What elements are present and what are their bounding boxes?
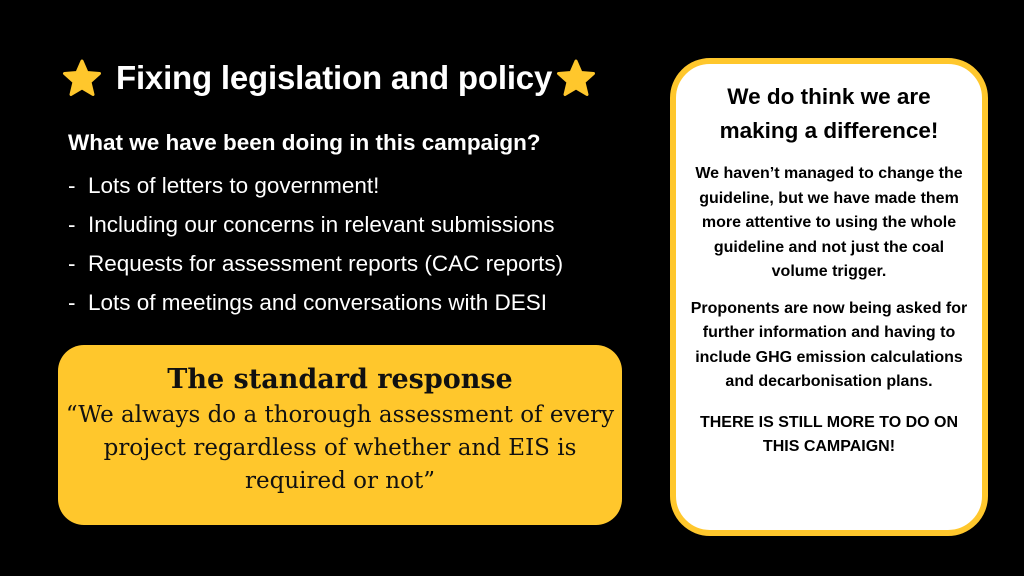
list-item: - Lots of letters to government!	[68, 173, 380, 198]
bullet-text: Including our concerns in relevant submissions	[88, 212, 555, 237]
standard-response-box	[58, 345, 622, 525]
bullet-text: Lots of meetings and conversations with DESI	[88, 290, 547, 315]
difference-heading: We do think we are making a difference!	[719, 84, 939, 143]
standard-response-title: The standard response	[167, 364, 513, 395]
list-item: - Lots of meetings and conversations with DESI	[68, 290, 547, 315]
page-title: Fixing legislation and policy	[116, 59, 553, 96]
bullet-text: Lots of letters to government!	[88, 173, 380, 198]
title-row	[62, 58, 596, 98]
star-icon	[62, 58, 102, 98]
list-item: - Requests for assessment reports (CAC reports)	[68, 251, 564, 276]
difference-panel	[670, 58, 988, 536]
star-icon	[556, 58, 596, 98]
standard-response-quote: “We always do a thorough assessment of every project regardless of whether and EIS is required or not”	[65, 402, 615, 494]
difference-paragraph-guideline: We haven’t managed to change the guideline, but we have made them more attentive to using the whole guideline and not just the coal volume trigger.	[695, 165, 963, 280]
difference-closing: THERE IS STILL MORE TO DO ON THIS CAMPAIGN!	[699, 413, 959, 455]
campaign-subheading: What we have been doing in this campaign?	[68, 130, 541, 155]
list-item: - Including our concerns in relevant submissions	[68, 212, 555, 237]
bullet-list	[68, 170, 563, 326]
bullet-text: Requests for assessment reports (CAC reports)	[88, 251, 564, 276]
difference-paragraph-proponents: Proponents are now being asked for further information and having to include GHG emission calculations and decarbonisation plans.	[690, 299, 968, 390]
